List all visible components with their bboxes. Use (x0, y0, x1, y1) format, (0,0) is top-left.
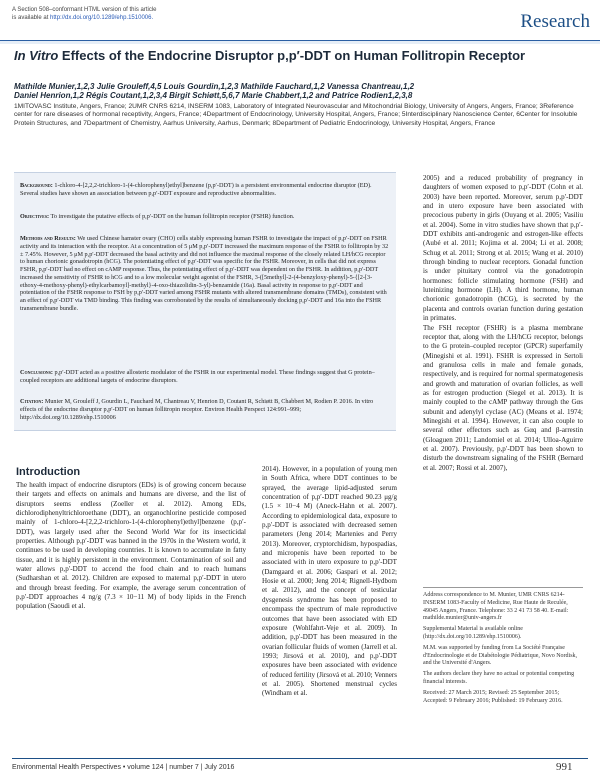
methods-label: Methods and Results: (20, 235, 76, 242)
page-number: 991 (556, 761, 573, 773)
notice-line-1: A Section 508–conformant HTML version of this article (12, 7, 157, 13)
accessibility-notice (12, 6, 157, 22)
notice-prefix: is available at (12, 15, 51, 21)
background-label: Background: (20, 182, 53, 189)
footer-divider (12, 758, 588, 759)
objectives-text: To investigate the putative effects of p,p′-DDT on the human follitropin receptor (FSHR) function. (50, 213, 295, 220)
abstract-objectives (20, 213, 390, 221)
abstract-citation (20, 398, 390, 421)
body-column-3: 2005) and a reduced probability of pregnancy in daughters of women exposed to p,p′-DDT (Cohn et al. 2003) have been reported. Moreover, serum p,p′-DDT and in utero exposure have been associated with precocious puberty in girls (Ouyang et al. 2005; Vasiliu et al. 2004). Some in vitro studies have shown that p,p′-DDT exhibits anti-androgenic and estrogen-like effects (Aubé et al. 2011; Kojima et al. 2004; Li et al. 2008; Schug et al. 2011; Strong et al. 2015; Wang et al. 2010) through binding to nuclear receptors. Gonadal function is under pituitary control via the gonadotropin hormones: follicle stimulating hormone (FSH) and luteinizing hormone (LH). A third hormone, human chorionic gonadotropin (hCG), is secreted by the placenta and controls ovarian function during gestation in primates. The FSH receptor (FSHR) is a plasma membrane receptor that, along with the LH/hCG receptor, belongs to the G protein–coupled receptor (GPCR) superfamily (Minegishi et al. 1991). FSHR is expressed in Sertoli and granulosa cells in male and female gonads, respectively, and is required for normal spermatogenesis and growth and maturation of ovarian follicles, as well as for estrogen production (Siegel et al. 2013). It is mainly coupled to the cAMP pathway through the Gαs subunit and adenylyl cyclase (AC) (Means et al. 1974; Minegishi et al. 1994). However, it can also couple to several other effectors such as Gαq and β-arrestin (Gloaguen 2011; Landomiel et al. 2014; Ulloa-Aguirre et al. 2007). Previously, p,p′-DDT has been shown to disturb the downstream signaling of the FSHR (Bernard et al. 2007; Rossi et al. 2007), (423, 174, 583, 472)
article-footnotes (423, 587, 583, 705)
competing-interests-note: The authors declare they have no actual or potential competing financial interests. (423, 671, 575, 685)
author-list (14, 82, 589, 100)
authors-line-2: Daniel Henrion,1,2 Régis Coutant,1,2,3,4 Birgit Schiøtt,5,6,7 Marie Chabbert,1,2 and Patrice Rodien1,2,3,8 (14, 91, 413, 100)
notice-line-2 (12, 14, 157, 22)
title-rest: Effects of the Endocrine Disruptor p,p′-DDT on Human Follitropin Receptor (58, 48, 526, 63)
objectives-label: Objectives: (20, 213, 50, 220)
title-italic: In Vitro (14, 48, 59, 63)
abstract-methods (20, 235, 390, 313)
supplemental-note: Supplemental Material is available online (http://dx.doi.org/10.1289/ehp.1510006). (423, 626, 523, 640)
article-title (14, 48, 554, 63)
footer-journal (12, 764, 234, 771)
authors-line-1: Mathilde Munier,1,2,3 Julie Grouleff,4,5 Louis Gourdin,1,2,3 Mathilde Fauchard,1,2 Vanessa Chantreau,1,2 (14, 82, 415, 91)
abstract-box (14, 172, 396, 431)
correspondence-note: Address correspondence to M. Munier, UMR CNRS 6214-INSERM 1083-Faculty of Medicine, Rue Haute de Reculée, 49045 Angers, France. Telephone: 33 2 41 73 58 40. E-mail: mathilde.munier@univ-angers.fr (423, 592, 569, 622)
body-column-2: 2014). However, in a population of young men in South Africa, where DDT continues to be sprayed, the average lipid-adjusted serum concentration of p,p′-DDT reached 90.23 μg/g (1.5 × 10−4 M) (Aneck-Hahn et al. 2007). According to epidemiological data, exposure to p,p′-DDT is associated with decreased semen parameters (Jeng 2014; Martenies and Perry 2013). Moreover, cryptorchidism, hypospadias, and micropenis have been reported to be associated with in utero exposure to p,p′-DDT (Damgaard et al. 2006; Gaspari et al. 2012; Hosie et al. 2000; Jeng 2014; Rignell-Hydbom et al. 2012), and the concept of testicular dysgenesis syndrome has been proposed to encompass the spectrum of male reproductive outcomes that have been associated with ED exposure (Wohlfahrt-Veje et al. 2009). In addition, p,p′-DDT has been measured in the ovarian follicular fluids of women (Jarrell et al. 1993; Jirsová et al. 2010), and p,p′-DDT exposures have been associated with evidence of reduced fertility (Jirsová et al. 2010; Venners et al. 2005). Shortened menstrual cycles (Windham et al. (262, 465, 397, 698)
dates-note: Received: 27 March 2015; Revised: 25 September 2015; Accepted: 9 February 2016; Published: 19 February 2016. (423, 689, 563, 704)
html-version-link[interactable]: http://dx.doi.org/10.1289/ehp.1510006. (50, 15, 154, 21)
journal-name: Environmental Health Perspectives (12, 764, 121, 771)
background-text: 1-chloro-4-[2,2,2-trichloro-1-(4-chlorophenyl)ethyl]benzene (p,p′-DDT) is a persistent environmental endocrine disruptor (ED). Several studies have shown an association between p,p′-DDT exposure and reproductive abnormalities. (20, 182, 372, 197)
journal-volume: • volume 124 | number 7 | July 2016 (120, 764, 235, 771)
abstract-conclusions (20, 369, 390, 385)
section-label: Research (500, 11, 590, 37)
conclusions-text: p,p′-DDT acted as a positive allosteric modulator of the FSHR in our experimental model. These findings suggest that G protein–coupled receptors are additional targets of endocrine disruptors. (20, 369, 375, 384)
body-column-1: The health impact of endocrine disruptors (EDs) is of growing concern because their targets and effects on animals and humans are diverse, and the list of disruptors seems endless (Zoeller et al. 2012). Among EDs, dichlorodiphenyltrichloroethane (DDT), an organochlorine pesticide composed mainly of 1-chloro-4-[2,2,2-trichloro-1-(4-chlorophenyl)ethyl]benzene (p,p′-DDT), was largely used after the Second World War for its insecticidal properties. Although p,p′-DDT was banned in the 1970s in the Western world, it continues to be used in developing countries. It is known to accumulate in fatty tissue, and it is highly persistent in the environment. Contamination of soil and water allows p,p′-DDT to accend the food chain and to reach humans (Sudharshan et al. 2012). Children are exposed to maternal p,p′-DDT in utero and through breast feeding. For example, the average serum concentration of p,p′-DDT approaches 4 ng/g (7.3 × 10−11 M) of body lipids in the French population (Saoudi et al. (16, 481, 246, 611)
citation-text: Munier M, Grouleff J, Gourdin L, Fauchard M, Chantreau V, Henrion D, Coutant R, Schiøtt B, Chabbert M, Rodien P. 2016. In vitro effects of the endocrine disruptor p,p′-DDT on human follitropin receptor. Environ Health Perspect 124:991–999; http://dx.doi.org/10.1289/ehp.1510006 (20, 398, 374, 421)
introduction-heading: Introduction (16, 466, 81, 478)
abstract-background (20, 182, 390, 198)
header-divider (0, 40, 600, 44)
affiliations: 1MITOVASC Institute, Angers, France; 2UMR CNRS 6214, INSERM 1083, Laboratory of Integrated Neurovascular and Mitochondrial Biology, University of Angers, Angers, France; 3Reference center for rare diseases of hormonal receptivity, Angers, France; 4Department of Endocrinology, University Hospital, Angers, France; 5Interdisciplinary Nanoscience Center, 6Center for Insoluble Protein Structures, and 7Department of Chemistry, Aarhus University, Aarhus, Denmark; 8Department of Pediatric Endocrinology, University Hospital, Angers, France (14, 103, 578, 127)
methods-text: We used Chinese hamster ovary (CHO) cells stably expressing human FSHR to investigate the impact of p,p′-DDT on FSHR activity and its interaction with the receptor. At a concentration of 5 μM p,p′-DDT increased the maximum response of the FSHR to follitropin by 32 ± 7.45%. However, 5 μM p,p′-DDT decreased the basal activity and did not influence the maximal response of the closely related LH/hCG receptor to human chorionic gonadotropin (hCG). The potentiating effect of p,p′-DDT was specific for the FSHR. Moreover, in cells that did not express FSHR, p,p′-DDT had no effect on cAMP response. Thus, the potentiating effect of p,p′-DDT was dependent on the FSHR. In addition, p,p′-DDT increased the sensitivity of FSHR to hCG and to a low molecular weight agonist of the FSHR, 3-([5methyl]-2-(4-benzyloxy-phenyl)-5-{[2-[3-ethoxy-4-methoxy-phenyl)-ethylcarbamoyl]-methyl}-4-oxo-thiazolidin-3-yl)-benzamide (16a). Basal activity in response to p,p′-DDT and potentiation of the FSHR response to FSH by p,p′-DDT varied among FSHR mutants with altered transmembrane domains (TMDs), consistent with an effect of p,p′-DDT via TMD binding. This finding was corroborated by the results of simultaneously docking p,p′-DDT and 16a into the FSHR transmembrane bundle. (20, 235, 389, 312)
conclusions-label: Conclusions: (20, 369, 53, 376)
funding-note: M.M. was supported by funding from La Société Française d'Endocrinologie et de Diabétologie Pédiatrique, Novo Nordisk, and the Université d'Angers. (423, 644, 578, 667)
citation-label: Citation: (20, 398, 44, 405)
